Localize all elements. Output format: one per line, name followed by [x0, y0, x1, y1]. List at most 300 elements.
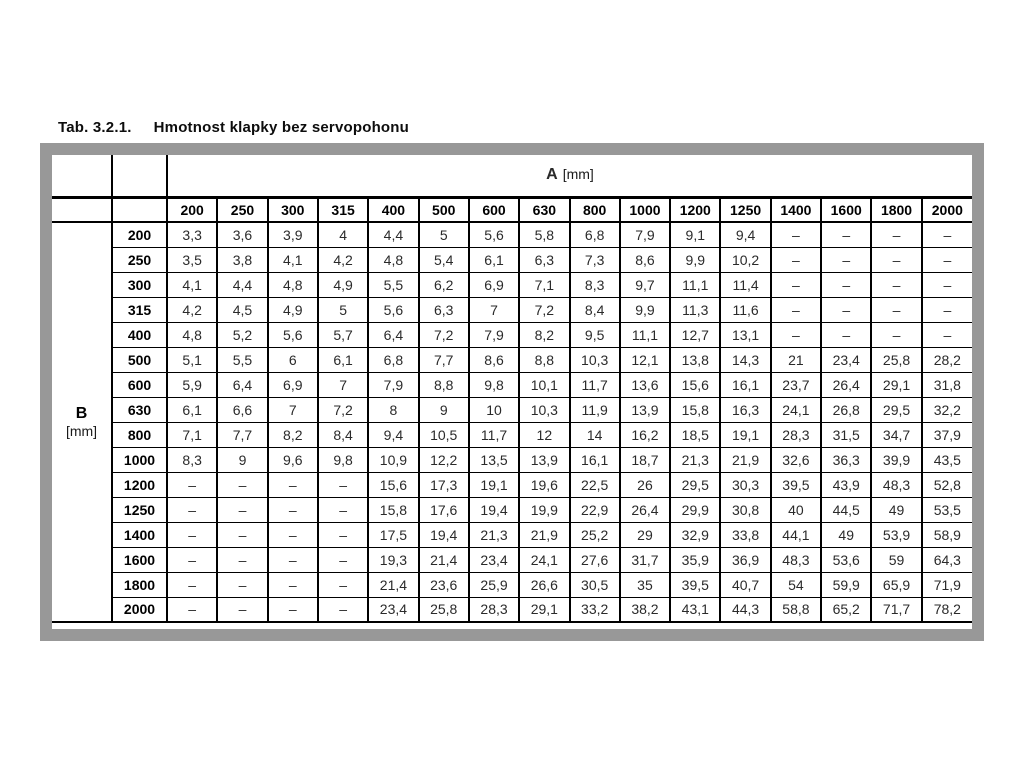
cell-b250-a300: 4,1: [268, 247, 318, 272]
table-body: [52, 222, 972, 622]
row-header-200: 200: [112, 222, 167, 247]
cell-b1400-a630: 21,9: [519, 522, 569, 547]
cell-b400-a2000: –: [922, 322, 972, 347]
cell-b315-a2000: –: [922, 297, 972, 322]
cell-b1400-a600: 21,3: [469, 522, 519, 547]
cell-b315-a1600: –: [821, 297, 871, 322]
cell-b200-a200: 3,3: [167, 222, 217, 247]
cell-b250-a1800: –: [871, 247, 921, 272]
cell-b315-a300: 4,9: [268, 297, 318, 322]
cell-b1250-a300: –: [268, 497, 318, 522]
cell-b300-a2000: –: [922, 272, 972, 297]
row-header-1800: 1800: [112, 572, 167, 597]
cell-b300-a630: 7,1: [519, 272, 569, 297]
column-header-1400: 1400: [771, 197, 821, 222]
cell-b800-a315: 8,4: [318, 422, 368, 447]
cell-b1250-a500: 17,6: [419, 497, 469, 522]
cell-b1200-a1600: 43,9: [821, 472, 871, 497]
cell-b500-a1250: 14,3: [720, 347, 770, 372]
cell-b1800-a300: –: [268, 572, 318, 597]
cell-b300-a1000: 9,7: [620, 272, 670, 297]
column-header-400: 400: [368, 197, 418, 222]
cell-b200-a400: 4,4: [368, 222, 418, 247]
cell-b800-a630: 12: [519, 422, 569, 447]
cell-b1600-a630: 24,1: [519, 547, 569, 572]
cell-b1200-a600: 19,1: [469, 472, 519, 497]
cell-b400-a300: 5,6: [268, 322, 318, 347]
cell-b315-a500: 6,3: [419, 297, 469, 322]
table-caption: [58, 119, 409, 136]
cell-b2000-a315: –: [318, 597, 368, 622]
cell-b800-a300: 8,2: [268, 422, 318, 447]
cell-b630-a400: 8: [368, 397, 418, 422]
cell-b250-a315: 4,2: [318, 247, 368, 272]
row-header-500: 500: [112, 347, 167, 372]
table-row-b-400: [52, 322, 972, 347]
cell-b300-a300: 4,8: [268, 272, 318, 297]
cell-b1800-a1000: 35: [620, 572, 670, 597]
cell-b1400-a250: –: [217, 522, 267, 547]
cell-b1250-a1200: 29,9: [670, 497, 720, 522]
cell-b1800-a600: 25,9: [469, 572, 519, 597]
cell-b1600-a300: –: [268, 547, 318, 572]
cell-b1000-a1200: 21,3: [670, 447, 720, 472]
cell-b630-a1600: 26,8: [821, 397, 871, 422]
cell-b500-a630: 8,8: [519, 347, 569, 372]
row-header-600: 600: [112, 372, 167, 397]
cell-b500-a500: 7,7: [419, 347, 469, 372]
cell-b600-a1600: 26,4: [821, 372, 871, 397]
cell-b630-a250: 6,6: [217, 397, 267, 422]
column-header-800: 800: [570, 197, 620, 222]
cell-b315-a800: 8,4: [570, 297, 620, 322]
cell-b500-a600: 8,6: [469, 347, 519, 372]
table-row-b-2000: [52, 597, 972, 622]
cell-b800-a800: 14: [570, 422, 620, 447]
cell-b1250-a200: –: [167, 497, 217, 522]
cell-b250-a400: 4,8: [368, 247, 418, 272]
row-header-300: 300: [112, 272, 167, 297]
cell-b250-a1400: –: [771, 247, 821, 272]
cell-b1600-a1800: 59: [871, 547, 921, 572]
cell-b600-a300: 6,9: [268, 372, 318, 397]
cell-b2000-a250: –: [217, 597, 267, 622]
row-header-250: 250: [112, 247, 167, 272]
col-axis-label: A: [546, 166, 558, 184]
row-header-1200: 1200: [112, 472, 167, 497]
cell-b800-a250: 7,7: [217, 422, 267, 447]
cell-b1000-a2000: 43,5: [922, 447, 972, 472]
cell-b1000-a1000: 18,7: [620, 447, 670, 472]
cell-b600-a200: 5,9: [167, 372, 217, 397]
cell-b300-a1250: 11,4: [720, 272, 770, 297]
cell-b1000-a200: 8,3: [167, 447, 217, 472]
cell-b2000-a2000: 78,2: [922, 597, 972, 622]
cell-b400-a1800: –: [871, 322, 921, 347]
cell-b250-a1250: 10,2: [720, 247, 770, 272]
cell-b1400-a200: –: [167, 522, 217, 547]
cell-b1250-a2000: 53,5: [922, 497, 972, 522]
cell-b1600-a1000: 31,7: [620, 547, 670, 572]
cell-b200-a600: 5,6: [469, 222, 519, 247]
column-header-1000: 1000: [620, 197, 670, 222]
cell-b630-a1000: 13,9: [620, 397, 670, 422]
cell-b400-a630: 8,2: [519, 322, 569, 347]
table-row-b-630: [52, 397, 972, 422]
cell-b500-a250: 5,5: [217, 347, 267, 372]
cell-b1200-a200: –: [167, 472, 217, 497]
cell-b250-a250: 3,8: [217, 247, 267, 272]
cell-b500-a1600: 23,4: [821, 347, 871, 372]
cell-b1800-a1800: 65,9: [871, 572, 921, 597]
cell-b2000-a300: –: [268, 597, 318, 622]
cell-b200-a1000: 7,9: [620, 222, 670, 247]
cell-b1600-a315: –: [318, 547, 368, 572]
cell-b1250-a1250: 30,8: [720, 497, 770, 522]
cell-b1000-a1400: 32,6: [771, 447, 821, 472]
cell-b1200-a400: 15,6: [368, 472, 418, 497]
cell-b600-a400: 7,9: [368, 372, 418, 397]
cell-b200-a1200: 9,1: [670, 222, 720, 247]
cell-b300-a500: 6,2: [419, 272, 469, 297]
cell-b1000-a500: 12,2: [419, 447, 469, 472]
cell-b1800-a630: 26,6: [519, 572, 569, 597]
cell-b2000-a800: 33,2: [570, 597, 620, 622]
cell-b1250-a315: –: [318, 497, 368, 522]
cell-b1800-a250: –: [217, 572, 267, 597]
cell-b200-a1250: 9,4: [720, 222, 770, 247]
cell-b1800-a200: –: [167, 572, 217, 597]
cell-b1200-a1400: 39,5: [771, 472, 821, 497]
table-title-text: Hmotnost klapky bez servopohonu: [153, 119, 410, 136]
cell-b500-a315: 6,1: [318, 347, 368, 372]
col-axis-unit: [mm]: [562, 166, 594, 183]
cell-b600-a1250: 16,1: [720, 372, 770, 397]
cell-b315-a1250: 11,6: [720, 297, 770, 322]
cell-b600-a800: 11,7: [570, 372, 620, 397]
cell-b200-a250: 3,6: [217, 222, 267, 247]
cell-b1000-a600: 13,5: [469, 447, 519, 472]
cell-b315-a1200: 11,3: [670, 297, 720, 322]
cell-b1800-a500: 23,6: [419, 572, 469, 597]
cell-b1600-a1400: 48,3: [771, 547, 821, 572]
cell-b800-a1200: 18,5: [670, 422, 720, 447]
cell-b630-a2000: 32,2: [922, 397, 972, 422]
cell-b1200-a250: –: [217, 472, 267, 497]
cell-b500-a400: 6,8: [368, 347, 418, 372]
cell-b600-a1200: 15,6: [670, 372, 720, 397]
cell-b500-a200: 5,1: [167, 347, 217, 372]
cell-b200-a800: 6,8: [570, 222, 620, 247]
cell-b315-a600: 7: [469, 297, 519, 322]
cell-b1200-a2000: 52,8: [922, 472, 972, 497]
column-header-200: 200: [167, 197, 217, 222]
cell-b630-a500: 9: [419, 397, 469, 422]
cell-b1000-a300: 9,6: [268, 447, 318, 472]
cell-b300-a600: 6,9: [469, 272, 519, 297]
cell-b630-a1250: 16,3: [720, 397, 770, 422]
table-gray-frame: [40, 143, 984, 641]
cell-b2000-a600: 28,3: [469, 597, 519, 622]
cell-b300-a1800: –: [871, 272, 921, 297]
cell-b1250-a1800: 49: [871, 497, 921, 522]
cell-b800-a1400: 28,3: [771, 422, 821, 447]
cell-b1800-a315: –: [318, 572, 368, 597]
cell-b400-a1200: 12,7: [670, 322, 720, 347]
table-row-b-800: [52, 422, 972, 447]
cell-b1400-a1000: 29: [620, 522, 670, 547]
cell-b1250-a630: 19,9: [519, 497, 569, 522]
cell-b600-a630: 10,1: [519, 372, 569, 397]
cell-b800-a500: 10,5: [419, 422, 469, 447]
cell-b315-a200: 4,2: [167, 297, 217, 322]
cell-b2000-a500: 25,8: [419, 597, 469, 622]
cell-b600-a1000: 13,6: [620, 372, 670, 397]
table-row-b-500: [52, 347, 972, 372]
cell-b400-a600: 7,9: [469, 322, 519, 347]
cell-b400-a400: 6,4: [368, 322, 418, 347]
cell-b1800-a1250: 40,7: [720, 572, 770, 597]
cell-b1200-a500: 17,3: [419, 472, 469, 497]
cell-b200-a500: 5: [419, 222, 469, 247]
cell-b600-a1400: 23,7: [771, 372, 821, 397]
row-header-800: 800: [112, 422, 167, 447]
cell-b200-a630: 5,8: [519, 222, 569, 247]
cell-b1600-a250: –: [217, 547, 267, 572]
cell-b500-a300: 6: [268, 347, 318, 372]
cell-b400-a1400: –: [771, 322, 821, 347]
cell-b1800-a2000: 71,9: [922, 572, 972, 597]
cell-b300-a1400: –: [771, 272, 821, 297]
row-header-1000: 1000: [112, 447, 167, 472]
row-axis-unit: [mm]: [65, 423, 98, 439]
cell-b800-a200: 7,1: [167, 422, 217, 447]
cell-b1250-a1600: 44,5: [821, 497, 871, 522]
cell-b2000-a1200: 43,1: [670, 597, 720, 622]
cell-b1400-a1250: 33,8: [720, 522, 770, 547]
cell-b300-a1600: –: [821, 272, 871, 297]
cell-b400-a1250: 13,1: [720, 322, 770, 347]
cell-b1200-a1200: 29,5: [670, 472, 720, 497]
table-row-b-200: [52, 222, 972, 247]
table-row-b-1600: [52, 547, 972, 572]
cell-b1200-a315: –: [318, 472, 368, 497]
cell-b1600-a200: –: [167, 547, 217, 572]
cell-b600-a315: 7: [318, 372, 368, 397]
cell-b250-a1000: 8,6: [620, 247, 670, 272]
cell-b400-a1000: 11,1: [620, 322, 670, 347]
table-inner-area: [52, 155, 972, 629]
cell-b500-a1200: 13,8: [670, 347, 720, 372]
row-header-1400: 1400: [112, 522, 167, 547]
table-row-b-1200: [52, 472, 972, 497]
cell-b1250-a800: 22,9: [570, 497, 620, 522]
column-header-1800: 1800: [871, 197, 921, 222]
cell-b1800-a800: 30,5: [570, 572, 620, 597]
cell-b300-a200: 4,1: [167, 272, 217, 297]
cell-b1400-a1800: 53,9: [871, 522, 921, 547]
cell-b1250-a600: 19,4: [469, 497, 519, 522]
cell-b500-a1400: 21: [771, 347, 821, 372]
table-row-b-315: [52, 297, 972, 322]
cell-b800-a600: 11,7: [469, 422, 519, 447]
cell-b1800-a1200: 39,5: [670, 572, 720, 597]
cell-b2000-a200: –: [167, 597, 217, 622]
column-header-600: 600: [469, 197, 519, 222]
cell-b1600-a1600: 53,6: [821, 547, 871, 572]
cell-b2000-a1250: 44,3: [720, 597, 770, 622]
table-number: Tab. 3.2.1.: [58, 119, 132, 136]
cell-b1600-a400: 19,3: [368, 547, 418, 572]
cell-b1600-a1250: 36,9: [720, 547, 770, 572]
column-header-1600: 1600: [821, 197, 871, 222]
cell-b600-a250: 6,4: [217, 372, 267, 397]
cell-b300-a400: 5,5: [368, 272, 418, 297]
row-header-315: 315: [112, 297, 167, 322]
column-header-300: 300: [268, 197, 318, 222]
cell-b400-a315: 5,7: [318, 322, 368, 347]
cell-b500-a1800: 25,8: [871, 347, 921, 372]
cell-b1400-a315: –: [318, 522, 368, 547]
cell-b315-a400: 5,6: [368, 297, 418, 322]
cell-b1400-a500: 19,4: [419, 522, 469, 547]
cell-b630-a800: 11,9: [570, 397, 620, 422]
cell-b400-a800: 9,5: [570, 322, 620, 347]
column-header-1200: 1200: [670, 197, 720, 222]
cell-b250-a800: 7,3: [570, 247, 620, 272]
row-header-630: 630: [112, 397, 167, 422]
cell-b315-a315: 5: [318, 297, 368, 322]
cell-b2000-a1000: 38,2: [620, 597, 670, 622]
cell-b400-a250: 5,2: [217, 322, 267, 347]
cell-b315-a250: 4,5: [217, 297, 267, 322]
cell-b1000-a315: 9,8: [318, 447, 368, 472]
header-lead-cell-left: [52, 197, 112, 222]
cell-b630-a315: 7,2: [318, 397, 368, 422]
cell-b1000-a400: 10,9: [368, 447, 418, 472]
cell-b600-a2000: 31,8: [922, 372, 972, 397]
weight-table: [52, 155, 972, 623]
cell-b1200-a1800: 48,3: [871, 472, 921, 497]
cell-b1400-a1400: 44,1: [771, 522, 821, 547]
cell-b2000-a1600: 65,2: [821, 597, 871, 622]
column-header-2000: 2000: [922, 197, 972, 222]
table-row-b-1400: [52, 522, 972, 547]
cell-b400-a200: 4,8: [167, 322, 217, 347]
cell-b1800-a1600: 59,9: [821, 572, 871, 597]
column-header-630: 630: [519, 197, 569, 222]
cell-b1250-a1000: 26,4: [620, 497, 670, 522]
cell-b2000-a630: 29,1: [519, 597, 569, 622]
column-header-315: 315: [318, 197, 368, 222]
cell-b600-a1800: 29,1: [871, 372, 921, 397]
cell-b600-a500: 8,8: [419, 372, 469, 397]
cell-b1200-a300: –: [268, 472, 318, 497]
row-header-1250: 1250: [112, 497, 167, 522]
cell-b800-a2000: 37,9: [922, 422, 972, 447]
cell-b400-a500: 7,2: [419, 322, 469, 347]
cell-b250-a630: 6,3: [519, 247, 569, 272]
cell-b1000-a250: 9: [217, 447, 267, 472]
cell-b500-a800: 10,3: [570, 347, 620, 372]
cell-b315-a630: 7,2: [519, 297, 569, 322]
cell-b1800-a1400: 54: [771, 572, 821, 597]
cell-b250-a500: 5,4: [419, 247, 469, 272]
cell-b1000-a630: 13,9: [519, 447, 569, 472]
row-header-1600: 1600: [112, 547, 167, 572]
cell-b500-a1000: 12,1: [620, 347, 670, 372]
table-row-b-1000: [52, 447, 972, 472]
cell-b1400-a1600: 49: [821, 522, 871, 547]
col-axis-header: [167, 155, 972, 197]
cell-b315-a1800: –: [871, 297, 921, 322]
cell-b800-a1000: 16,2: [620, 422, 670, 447]
cell-b2000-a1400: 58,8: [771, 597, 821, 622]
column-header-500: 500: [419, 197, 469, 222]
cell-b1400-a1200: 32,9: [670, 522, 720, 547]
cell-b630-a1200: 15,8: [670, 397, 720, 422]
cell-b1400-a800: 25,2: [570, 522, 620, 547]
cell-b1600-a2000: 64,3: [922, 547, 972, 572]
column-header-row: [52, 197, 972, 222]
cell-b800-a1800: 34,7: [871, 422, 921, 447]
cell-b800-a1600: 31,5: [821, 422, 871, 447]
cell-b400-a1600: –: [821, 322, 871, 347]
header-lead-cell-right: [112, 197, 167, 222]
cell-b250-a1600: –: [821, 247, 871, 272]
cell-b300-a250: 4,4: [217, 272, 267, 297]
cell-b1200-a1250: 30,3: [720, 472, 770, 497]
cell-b1600-a500: 21,4: [419, 547, 469, 572]
cell-b315-a1400: –: [771, 297, 821, 322]
cell-b200-a1800: –: [871, 222, 921, 247]
cell-b1000-a800: 16,1: [570, 447, 620, 472]
cell-b630-a1800: 29,5: [871, 397, 921, 422]
cell-b1250-a250: –: [217, 497, 267, 522]
cell-b1200-a630: 19,6: [519, 472, 569, 497]
row-header-2000: 2000: [112, 597, 167, 622]
cell-b200-a1600: –: [821, 222, 871, 247]
cell-b1400-a400: 17,5: [368, 522, 418, 547]
cell-b800-a400: 9,4: [368, 422, 418, 447]
cell-b1600-a800: 27,6: [570, 547, 620, 572]
cell-b1600-a1200: 35,9: [670, 547, 720, 572]
cell-b1200-a800: 22,5: [570, 472, 620, 497]
cell-b2000-a1800: 71,7: [871, 597, 921, 622]
row-header-400: 400: [112, 322, 167, 347]
cell-b200-a300: 3,9: [268, 222, 318, 247]
cell-b250-a200: 3,5: [167, 247, 217, 272]
cell-b630-a630: 10,3: [519, 397, 569, 422]
table-row-b-250: [52, 247, 972, 272]
cell-b1250-a400: 15,8: [368, 497, 418, 522]
cell-b630-a300: 7: [268, 397, 318, 422]
cell-b1200-a1000: 26: [620, 472, 670, 497]
cell-b315-a1000: 9,9: [620, 297, 670, 322]
cell-b200-a2000: –: [922, 222, 972, 247]
column-header-250: 250: [217, 197, 267, 222]
cell-b1400-a300: –: [268, 522, 318, 547]
cell-b200-a315: 4: [318, 222, 368, 247]
cell-b250-a2000: –: [922, 247, 972, 272]
cell-b630-a200: 6,1: [167, 397, 217, 422]
column-header-1250: 1250: [720, 197, 770, 222]
cell-b1000-a1800: 39,9: [871, 447, 921, 472]
cell-b1250-a1400: 40: [771, 497, 821, 522]
corner-cell-left: [52, 155, 112, 197]
cell-b800-a1250: 19,1: [720, 422, 770, 447]
table-row-b-1800: [52, 572, 972, 597]
